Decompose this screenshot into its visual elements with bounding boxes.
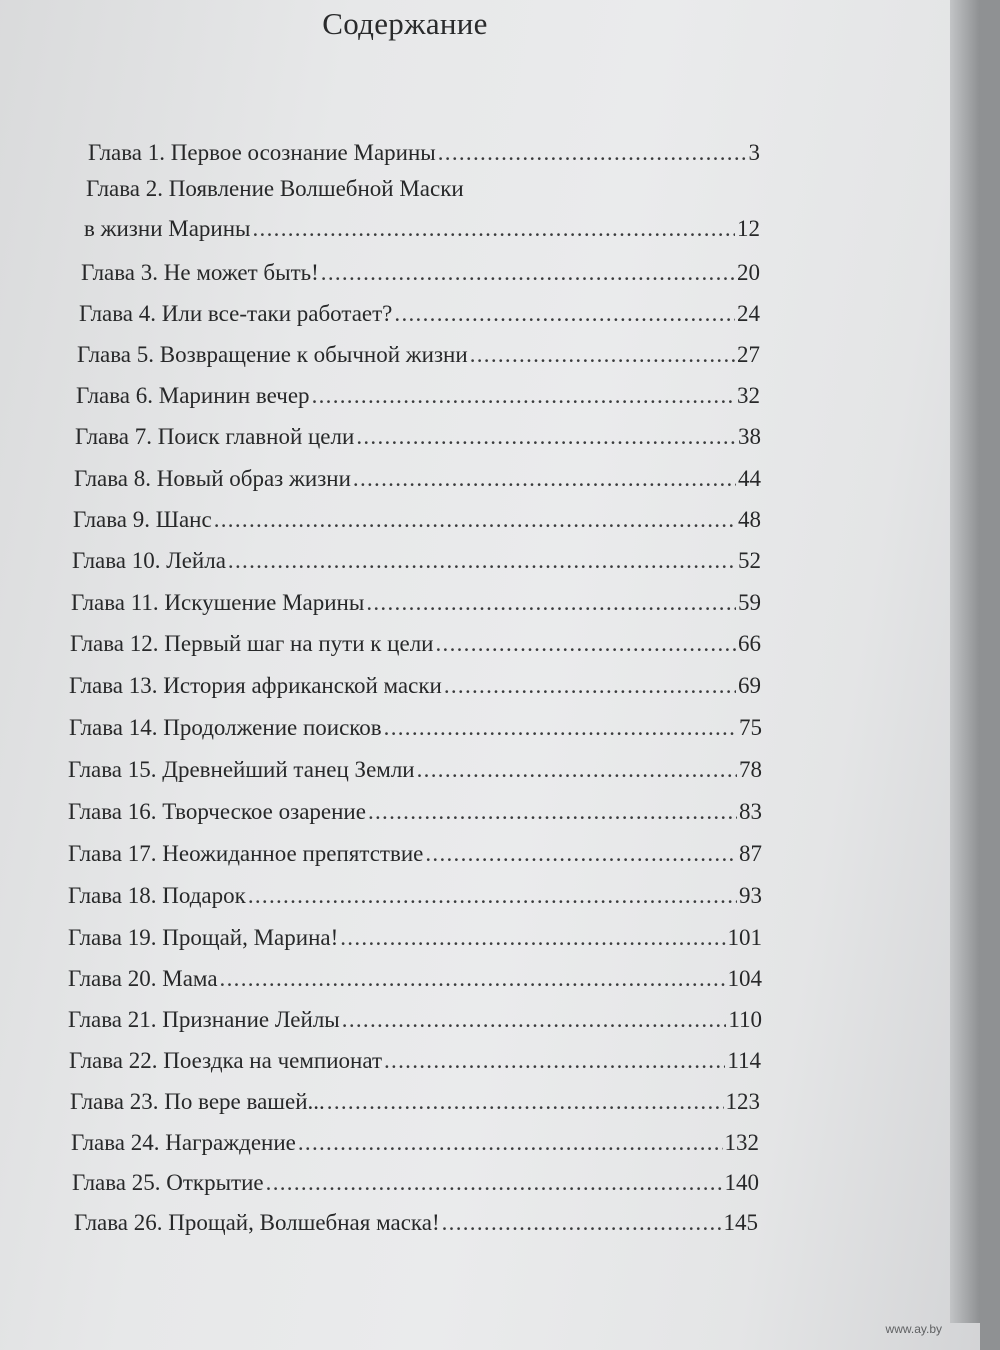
toc-leader-dots (368, 799, 737, 825)
toc-entry-page: 145 (723, 1210, 758, 1235)
toc-entry-18 (68, 883, 762, 909)
toc-leader-dots (384, 1048, 725, 1074)
toc-entry-label: Глава 6. Маринин вечер (76, 383, 310, 408)
toc-entry-page: 20 (737, 260, 760, 285)
toc-entry-label: Глава 25. Открытие (72, 1170, 264, 1195)
toc-leader-dots (394, 301, 735, 327)
toc-entry-label: Глава 20. Мама (68, 966, 218, 991)
toc-entry-page: 87 (739, 841, 762, 866)
toc-entry-label: Глава 23. По вере вашей... (70, 1089, 325, 1114)
toc-entry-page: 75 (739, 715, 762, 740)
toc-entry-label: Глава 10. Лейла (72, 548, 226, 573)
toc-entry-label: Глава 17. Неожиданное препятствие (68, 841, 424, 866)
toc-entry-1 (88, 140, 760, 166)
toc-entry-page: 132 (724, 1130, 759, 1155)
toc-entry-label: Глава 9. Шанс (73, 507, 212, 532)
toc-leader-dots (298, 1130, 723, 1156)
toc-entry-label: Глава 26. Прощай, Волшебная маска! (74, 1210, 440, 1235)
toc-leader-dots (327, 1089, 724, 1115)
toc-leader-dots (342, 1007, 727, 1033)
toc-entry-22 (69, 1048, 761, 1074)
toc-entry-7 (75, 424, 761, 450)
toc-entry-page: 52 (738, 548, 761, 573)
toc-entry-label: Глава 4. Или все-таки работает? (79, 301, 393, 326)
toc-entry-6 (76, 383, 760, 409)
toc-entry-19 (68, 925, 762, 951)
toc-entry-15 (68, 757, 762, 783)
toc-entry-label: Глава 15. Древнейший танец Земли (68, 757, 415, 782)
toc-entry-4 (79, 301, 760, 327)
toc-entry-label: Глава 2. Появление Волшебной Маски (86, 176, 464, 201)
toc-leader-dots (356, 424, 736, 450)
toc-leader-dots (253, 216, 736, 242)
toc-entry-page: 123 (725, 1089, 760, 1114)
page-edge-shadow (950, 0, 980, 1323)
toc-entry-9 (73, 507, 761, 533)
toc-entry-page: 38 (738, 424, 761, 449)
toc-leader-dots (312, 383, 735, 409)
toc-entry-12 (70, 631, 761, 657)
toc-entry-8 (74, 466, 761, 492)
toc-entry-11 (71, 590, 761, 616)
toc-entry-2 (84, 216, 760, 242)
toc-entry-page: 44 (738, 466, 761, 491)
toc-leader-dots (266, 1170, 723, 1196)
toc-entry-21 (68, 1007, 762, 1033)
toc-entry-label: Глава 8. Новый образ жизни (74, 466, 351, 491)
toc-entry-page: 78 (739, 757, 762, 782)
toc-entry-14 (69, 715, 762, 741)
toc-entry-page: 114 (727, 1048, 761, 1073)
toc-entry-page: 3 (748, 140, 760, 165)
toc-leader-dots (366, 590, 736, 616)
toc-title: Содержание (322, 6, 488, 41)
toc-entry-page: 66 (738, 631, 761, 656)
toc-leader-dots (425, 841, 737, 867)
toc-entry-25 (72, 1170, 759, 1196)
toc-entry-26 (74, 1210, 758, 1236)
toc-entry-continuation: в жизни Марины (84, 216, 251, 241)
toc-entry-label: Глава 16. Творческое озарение (68, 799, 366, 824)
toc-leader-dots (470, 342, 735, 368)
toc-entry-label: Глава 7. Поиск главной цели (75, 424, 355, 449)
toc-entry-label: Глава 18. Подарок (68, 883, 246, 908)
toc-leader-dots (248, 883, 737, 909)
toc-entry-2-title (86, 176, 464, 202)
toc-leader-dots (417, 757, 737, 783)
toc-leader-dots (442, 1210, 722, 1236)
toc-entry-page: 110 (728, 1007, 762, 1032)
toc-entry-page: 104 (727, 966, 762, 991)
toc-entry-label: Глава 13. История африканской маски (69, 673, 442, 698)
toc-entry-page: 24 (737, 301, 760, 326)
toc-entry-3 (81, 260, 760, 286)
toc-entry-23 (70, 1089, 760, 1115)
toc-entry-label: Глава 3. Не может быть! (81, 260, 319, 285)
toc-entry-page: 93 (739, 883, 762, 908)
toc-entry-page: 32 (737, 383, 760, 408)
toc-entry-24 (71, 1130, 759, 1156)
toc-entry-17 (68, 841, 762, 867)
toc-leader-dots (444, 673, 736, 699)
toc-entry-13 (69, 673, 761, 699)
toc-leader-dots (228, 548, 736, 574)
toc-entry-label: Глава 11. Искушение Марины (71, 590, 365, 615)
toc-entry-label: Глава 24. Награждение (71, 1130, 296, 1155)
toc-entry-20 (68, 966, 762, 992)
toc-leader-dots (340, 925, 725, 951)
toc-entry-page: 27 (737, 342, 760, 367)
toc-entry-label: Глава 21. Признание Лейлы (68, 1007, 340, 1032)
site-watermark: www.ay.by (885, 1322, 942, 1336)
toc-leader-dots (435, 631, 736, 657)
toc-entry-label: Глава 1. Первое осознание Марины (88, 140, 436, 165)
toc-leader-dots (438, 140, 747, 166)
toc-entry-page: 59 (738, 590, 761, 615)
toc-entry-page: 12 (737, 216, 760, 241)
toc-entry-5 (77, 342, 760, 368)
toc-entry-label: Глава 22. Поездка на чемпионат (69, 1048, 382, 1073)
toc-entry-label: Глава 5. Возвращение к обычной жизни (77, 342, 468, 367)
toc-entry-page: 101 (727, 925, 762, 950)
toc-entry-16 (68, 799, 762, 825)
toc-entry-page: 83 (739, 799, 762, 824)
toc-leader-dots (321, 260, 735, 286)
toc-entry-page: 69 (738, 673, 761, 698)
toc-entry-label: Глава 19. Прощай, Марина! (68, 925, 339, 950)
toc-leader-dots (214, 507, 736, 533)
toc-leader-dots (384, 715, 737, 741)
toc-leader-dots (220, 966, 726, 992)
toc-leader-dots (353, 466, 736, 492)
toc-entry-10 (72, 548, 761, 574)
toc-entry-page: 48 (738, 507, 761, 532)
toc-entry-page: 140 (724, 1170, 759, 1195)
toc-entry-label: Глава 12. Первый шаг на пути к цели (70, 631, 434, 656)
toc-entry-label: Глава 14. Продолжение поисков (69, 715, 382, 740)
